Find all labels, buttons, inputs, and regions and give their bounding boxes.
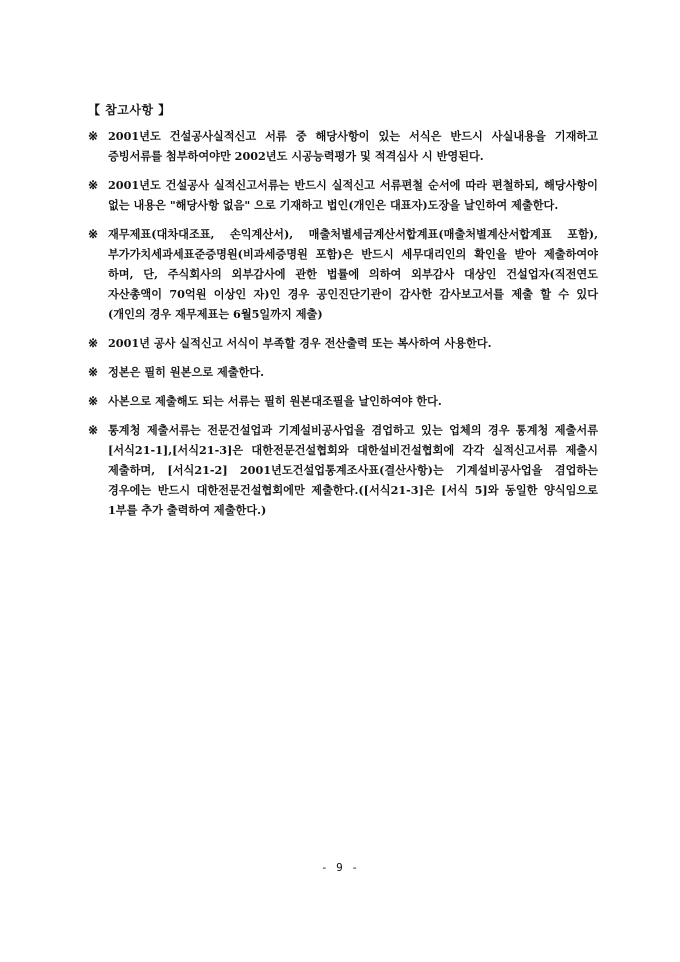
note-item bbox=[88, 391, 598, 411]
reference-mark-icon: ※ bbox=[88, 336, 99, 350]
note-text: 정본은 필히 원본으로 제출한다. bbox=[108, 365, 265, 379]
reference-mark-icon: ※ bbox=[88, 394, 99, 408]
note-item bbox=[88, 362, 598, 382]
notes-list bbox=[88, 126, 598, 529]
note-text: 통계청 제출서류는 전문건설업과 기계설비공사업을 겸업하고 있는 업체의 경우 통계청 제출서류[서식21-1],[서식21-3]은 대한전문건설협회와 대한설비건설협회에 각각 실적신고서류 제출시 제출하며, [서식21-2] 2001년도건설업통계조사표(결산사항)는 기계설비공사업을 겸업하는 경우에는 반드시 대한전문건설협회에만 제출한다.([서식21-3]은 [서식 5]와 동일한 양식임으로 1부를 추가 출력하여 제출한다.) bbox=[108, 423, 598, 517]
note-text: 재무제표(대차대조표, 손익계산서), 매출처별세금계산서합계표(매출처별계산서합계표 포함), 부가가치세과세표준증명원(비과세증명원 포함)은 반드시 세무대리인의 확인을 받아 제출하여야 하며, 단, 주식회사의 외부감사에 관한 법률에 의하여 외부감사 대상인 건설업자(직전연도 자산총액이 70억원 이상인 자)인 경우 공인진단기관이 감사한 감사보고서를 제출 할 수 있다(개인의 경우 재무제표는 6월5일까지 제출) bbox=[108, 227, 598, 321]
note-text: 2001년도 건설공사 실적신고서류는 반드시 실적신고 서류편철 순서에 따라 편철하되, 해당사항이 없는 내용은 "해당사항 없음" 으로 기재하고 법인(개인은 대표자)도장을 날인하여 제출한다. bbox=[108, 178, 598, 212]
note-item bbox=[88, 175, 598, 215]
note-text: 사본으로 제출해도 되는 서류는 필히 원본대조필을 날인하여야 한다. bbox=[108, 394, 442, 408]
note-item bbox=[88, 333, 598, 353]
note-text: 2001년도 건설공사실적신고 서류 중 해당사항이 있는 서식은 반드시 사실내용을 기재하고 증빙서류를 첨부하여야만 2002년도 시공능력평가 및 적격심사 시 반영된다. bbox=[108, 129, 598, 163]
reference-mark-icon: ※ bbox=[88, 178, 99, 192]
note-item bbox=[88, 420, 598, 520]
note-text: 2001년 공사 실적신고 서식이 부족할 경우 전산출력 또는 복사하여 사용한다. bbox=[108, 336, 492, 350]
reference-mark-icon: ※ bbox=[88, 129, 99, 143]
page-number: - 9 - bbox=[320, 861, 360, 874]
reference-mark-icon: ※ bbox=[88, 227, 99, 241]
reference-mark-icon: ※ bbox=[88, 365, 99, 379]
note-item bbox=[88, 224, 598, 324]
section-heading: 【 참고사항 】 bbox=[88, 103, 171, 117]
reference-mark-icon: ※ bbox=[88, 423, 99, 437]
note-item bbox=[88, 126, 598, 166]
